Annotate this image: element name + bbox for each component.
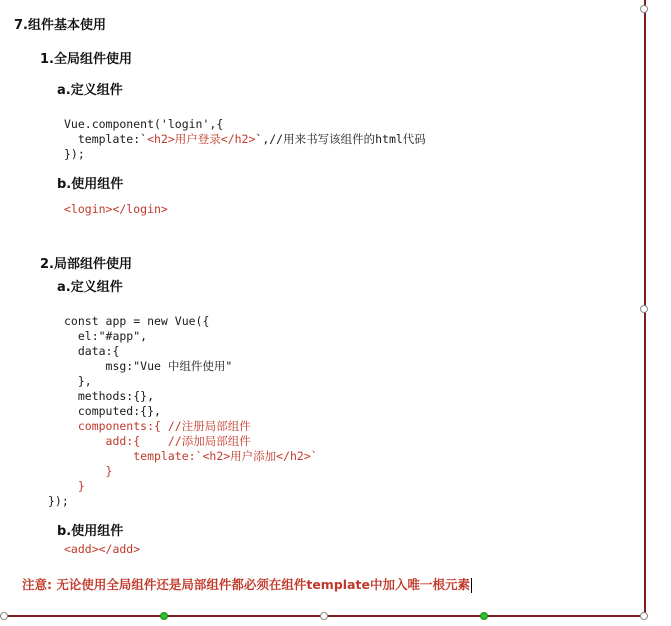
resize-handle-top-right[interactable] — [640, 5, 648, 13]
section2-code-components-line: components:{ //注册局部组件 — [64, 419, 251, 433]
connection-point-bottom-2[interactable] — [480, 612, 488, 620]
section2-code-line-4: msg:"Vue 中组件使用" — [64, 359, 233, 373]
note-line — [22, 578, 472, 593]
section2-code-line-2: el:"#app", — [64, 329, 148, 343]
section2-heading: 2.局部组件使用 — [40, 257, 132, 272]
section2-use-heading: b.使用组件 — [57, 524, 124, 539]
section2-define-heading: a.定义组件 — [57, 280, 123, 295]
text-caret — [471, 578, 472, 593]
connection-point-bottom-1[interactable] — [160, 612, 168, 620]
section1-code-line-2: template:`<h2>用户登录</h2>`,//用来书写该组件的html代码 — [64, 132, 426, 146]
resize-handle-middle-right[interactable] — [640, 305, 648, 313]
section2-code-line-5: }, — [64, 374, 92, 388]
document-title: 7.组件基本使用 — [14, 18, 106, 33]
section2-code-template-line: template:`<h2>用户添加</h2>` — [64, 449, 318, 463]
section1-use-code: <login></login> — [64, 202, 168, 216]
section1-heading: 1.全局组件使用 — [40, 52, 132, 67]
section2-code-components-close: } — [64, 479, 85, 493]
section2-use-code: <add></add> — [64, 542, 141, 556]
resize-handle-bottom-middle[interactable] — [320, 612, 328, 620]
section1-define-heading: a.定义组件 — [57, 83, 123, 98]
section2-code-line-3: data:{ — [64, 344, 120, 358]
section2-code-add-close: } — [64, 464, 113, 478]
note-text: 注意: 无论使用全局组件还是局部组件都必须在组件template中加入唯一根元素 — [22, 577, 470, 592]
section2-code-line-6: methods:{}, — [64, 389, 155, 403]
section1-code-line-1: Vue.component('login',{ — [64, 117, 224, 131]
section2-code-end: }); — [48, 494, 69, 508]
resize-handle-bottom-right[interactable] — [640, 612, 648, 620]
section2-code-line-7: computed:{}, — [64, 404, 161, 418]
section1-code-line-3: }); — [64, 147, 85, 161]
resize-handle-bottom-left[interactable] — [0, 612, 8, 620]
section1-use-heading: b.使用组件 — [57, 177, 124, 192]
section2-code-line-1: const app = new Vue({ — [64, 314, 210, 328]
section2-code-add-line: add:{ //添加局部组件 — [64, 434, 251, 448]
